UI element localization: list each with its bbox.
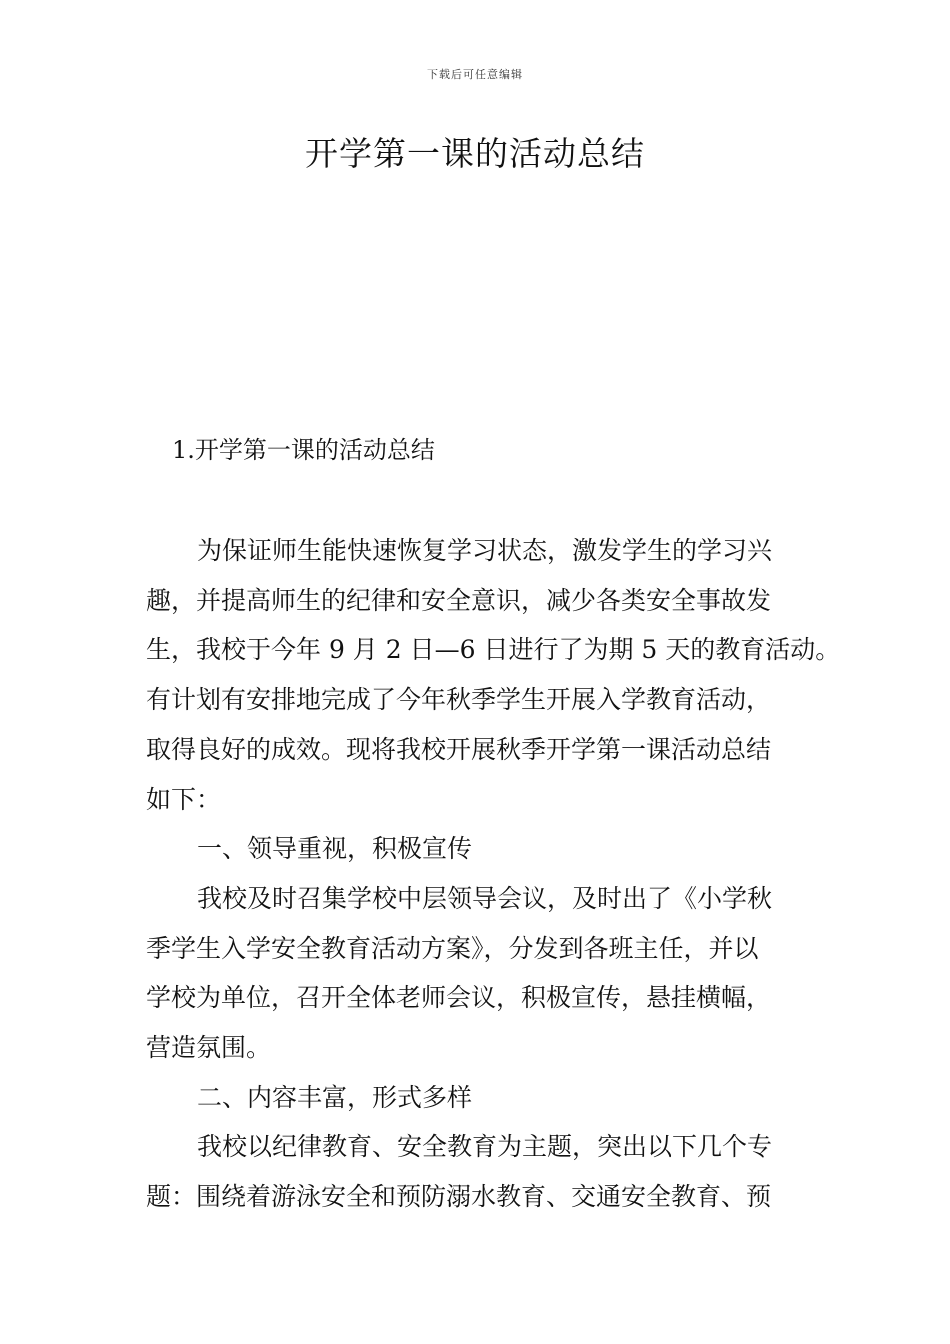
paragraph-line: 题：围绕着游泳安全和预防溺水教育、交通安全教育、预 <box>146 1182 772 1212</box>
body-text <box>146 526 841 1222</box>
section-heading: 1.开学第一课的活动总结 <box>172 436 435 464</box>
paragraph-line: 学校为单位，召开全体老师会议，积极宣传，悬挂横幅， <box>146 983 772 1013</box>
paragraph-line: 取得良好的成效。现将我校开展秋季开学第一课活动总结 <box>146 734 772 764</box>
paragraph-line: 趣，并提高师生的纪律和安全意识，减少各类安全事故发 <box>146 585 772 615</box>
subsection-heading: 二、内容丰富，形式多样 <box>197 1082 473 1112</box>
header-note: 下载后可任意编辑 <box>427 68 523 81</box>
subsection-heading: 一、领导重视，积极宣传 <box>197 834 473 864</box>
paragraph-line: 有计划有安排地完成了今年秋季学生开展入学教育活动， <box>146 685 772 715</box>
paragraph-line: 我校以纪律教育、安全教育为主题，突出以下几个专 <box>197 1132 773 1162</box>
paragraph-line: 我校及时召集学校中层领导会议，及时出了《小学秋 <box>197 883 773 913</box>
paragraph-line: 季学生入学安全教育活动方案》，分发到各班主任，并以 <box>146 933 759 963</box>
document-title: 开学第一课的活动总结 <box>305 134 645 173</box>
paragraph-line: 生，我校于今年 9 月 2 日—6 日进行了为期 5 天的教育活动。 <box>146 635 841 665</box>
paragraph-line: 如下： <box>146 784 222 814</box>
paragraph-line: 营造氛围。 <box>146 1033 272 1063</box>
paragraph-line: 为保证师生能快速恢复学习状态，激发学生的学习兴 <box>197 536 773 565</box>
